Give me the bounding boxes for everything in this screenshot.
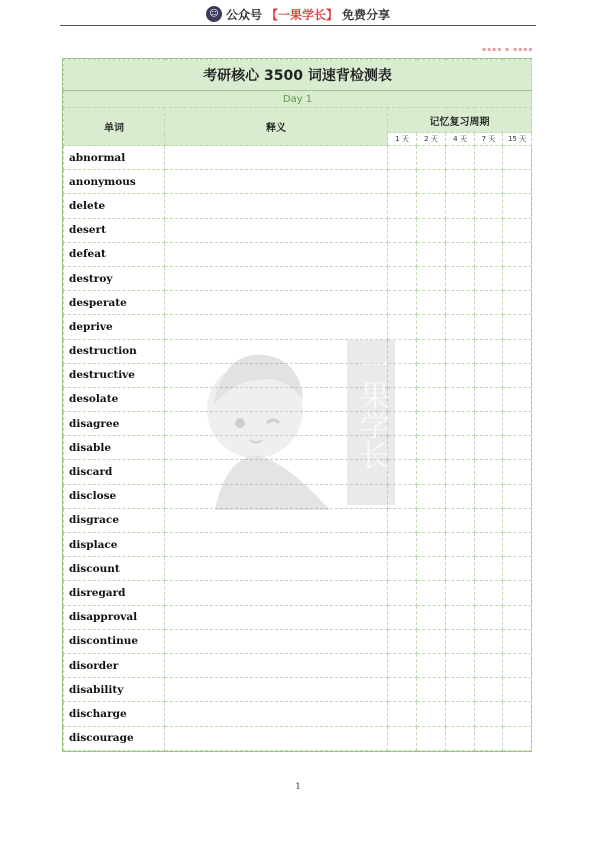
review-check-cell[interactable] <box>475 726 503 750</box>
review-check-cell[interactable] <box>388 242 417 266</box>
word-cell: disgrace <box>64 508 165 532</box>
review-check-cell[interactable] <box>417 315 446 339</box>
meaning-cell[interactable] <box>165 170 388 194</box>
review-check-cell[interactable] <box>475 315 503 339</box>
review-check-cell[interactable] <box>475 581 503 605</box>
review-check-cell[interactable] <box>446 629 475 653</box>
review-check-cell[interactable] <box>388 678 417 702</box>
review-check-cell[interactable] <box>446 581 475 605</box>
review-check-cell[interactable] <box>446 339 475 363</box>
review-check-cell[interactable] <box>388 291 417 315</box>
review-day-header: 1 天 <box>388 133 417 146</box>
review-check-cell[interactable] <box>446 146 475 170</box>
table-row <box>64 315 532 339</box>
header-suffix: 免费分享 <box>342 7 391 22</box>
review-check-cell[interactable] <box>475 533 503 557</box>
review-check-cell[interactable] <box>446 363 475 387</box>
review-check-cell[interactable] <box>475 170 503 194</box>
avatar-icon: ☺ <box>206 6 222 22</box>
review-check-cell[interactable] <box>503 291 532 315</box>
header-prefix: 公众号 <box>225 7 262 22</box>
review-check-cell[interactable] <box>417 218 446 242</box>
table-row <box>64 678 532 702</box>
review-check-cell[interactable] <box>388 436 417 460</box>
review-check-cell[interactable] <box>475 629 503 653</box>
review-check-cell[interactable] <box>417 412 446 436</box>
meaning-cell[interactable] <box>165 581 388 605</box>
review-check-cell[interactable] <box>388 387 417 411</box>
review-check-cell[interactable] <box>446 266 475 290</box>
review-check-cell[interactable] <box>388 605 417 629</box>
word-cell: discontinue <box>64 629 165 653</box>
review-check-cell[interactable] <box>388 460 417 484</box>
word-cell: discount <box>64 557 165 581</box>
meaning-cell[interactable] <box>165 291 388 315</box>
word-cell: desperate <box>64 291 165 315</box>
meaning-cell[interactable] <box>165 678 388 702</box>
corner-mark: ▪▪▪▪ ▪ ▪▪▪▪ <box>482 46 534 53</box>
review-check-cell[interactable] <box>503 242 532 266</box>
word-rows <box>64 146 532 751</box>
review-check-cell[interactable] <box>503 533 532 557</box>
review-check-cell[interactable] <box>388 315 417 339</box>
review-check-cell[interactable] <box>388 581 417 605</box>
review-check-cell[interactable] <box>417 170 446 194</box>
review-check-cell[interactable] <box>417 726 446 750</box>
review-check-cell[interactable] <box>388 170 417 194</box>
review-check-cell[interactable] <box>475 412 503 436</box>
review-check-cell[interactable] <box>417 242 446 266</box>
review-check-cell[interactable] <box>417 508 446 532</box>
review-check-cell[interactable] <box>446 678 475 702</box>
review-check-cell[interactable] <box>417 266 446 290</box>
review-check-cell[interactable] <box>446 653 475 677</box>
word-cell: discharge <box>64 702 165 726</box>
review-day-header: 2 天 <box>417 133 446 146</box>
table-row <box>64 412 532 436</box>
review-check-cell[interactable] <box>417 581 446 605</box>
review-check-cell[interactable] <box>388 266 417 290</box>
review-check-cell[interactable] <box>417 629 446 653</box>
meaning-cell[interactable] <box>165 242 388 266</box>
review-check-cell[interactable] <box>388 533 417 557</box>
review-check-cell[interactable] <box>475 291 503 315</box>
table-row <box>64 702 532 726</box>
review-check-cell[interactable] <box>503 412 532 436</box>
review-check-cell[interactable] <box>446 557 475 581</box>
review-check-cell[interactable] <box>388 484 417 508</box>
review-check-cell[interactable] <box>503 146 532 170</box>
review-check-cell[interactable] <box>503 557 532 581</box>
review-check-cell[interactable] <box>503 387 532 411</box>
table-row <box>64 363 532 387</box>
header-divider <box>60 25 536 26</box>
review-check-cell[interactable] <box>388 726 417 750</box>
review-check-cell[interactable] <box>417 484 446 508</box>
word-cell: destroy <box>64 266 165 290</box>
table-row <box>64 170 532 194</box>
word-check-table <box>62 58 532 752</box>
column-header-review: 记忆复习周期 <box>388 108 532 133</box>
review-check-cell[interactable] <box>388 629 417 653</box>
review-check-cell[interactable] <box>446 436 475 460</box>
review-check-cell[interactable] <box>446 508 475 532</box>
review-check-cell[interactable] <box>388 218 417 242</box>
review-check-cell[interactable] <box>446 315 475 339</box>
table-row <box>64 436 532 460</box>
review-check-cell[interactable] <box>475 557 503 581</box>
review-check-cell[interactable] <box>446 484 475 508</box>
page-header <box>0 4 596 24</box>
meaning-cell[interactable] <box>165 218 388 242</box>
word-cell: disability <box>64 678 165 702</box>
review-check-cell[interactable] <box>475 605 503 629</box>
word-cell: disapproval <box>64 605 165 629</box>
meaning-cell[interactable] <box>165 557 388 581</box>
table-row <box>64 557 532 581</box>
table-row <box>64 242 532 266</box>
meaning-cell[interactable] <box>165 726 388 750</box>
review-check-cell[interactable] <box>503 653 532 677</box>
review-check-cell[interactable] <box>446 194 475 218</box>
table-row <box>64 508 532 532</box>
meaning-cell[interactable] <box>165 146 388 170</box>
review-check-cell[interactable] <box>388 653 417 677</box>
review-check-cell[interactable] <box>388 508 417 532</box>
word-cell: defeat <box>64 242 165 266</box>
review-check-cell[interactable] <box>417 605 446 629</box>
review-check-cell[interactable] <box>503 218 532 242</box>
review-check-cell[interactable] <box>475 484 503 508</box>
word-cell: destructive <box>64 363 165 387</box>
review-check-cell[interactable] <box>503 194 532 218</box>
review-check-cell[interactable] <box>388 194 417 218</box>
review-check-cell[interactable] <box>446 412 475 436</box>
review-check-cell[interactable] <box>503 702 532 726</box>
review-check-cell[interactable] <box>388 412 417 436</box>
review-check-cell[interactable] <box>503 170 532 194</box>
table-row <box>64 194 532 218</box>
day-label: Day 1 <box>64 91 532 108</box>
review-check-cell[interactable] <box>475 242 503 266</box>
review-day-header: 7 天 <box>475 133 503 146</box>
word-cell: destruction <box>64 339 165 363</box>
review-check-cell[interactable] <box>475 460 503 484</box>
review-check-cell[interactable] <box>475 339 503 363</box>
table-row <box>64 460 532 484</box>
review-check-cell[interactable] <box>475 653 503 677</box>
table-row <box>64 629 532 653</box>
table-row <box>64 484 532 508</box>
table-title: 考研核心 3500 词速背检测表 <box>64 60 532 91</box>
review-check-cell[interactable] <box>475 266 503 290</box>
review-check-cell[interactable] <box>475 436 503 460</box>
review-check-cell[interactable] <box>503 726 532 750</box>
table-row <box>64 266 532 290</box>
review-check-cell[interactable] <box>475 218 503 242</box>
meaning-cell[interactable] <box>165 629 388 653</box>
word-cell: disorder <box>64 653 165 677</box>
meaning-cell[interactable] <box>165 484 388 508</box>
meaning-cell[interactable] <box>165 605 388 629</box>
review-check-cell[interactable] <box>475 702 503 726</box>
review-day-header: 15 天 <box>503 133 532 146</box>
table-row <box>64 533 532 557</box>
review-check-cell[interactable] <box>446 242 475 266</box>
word-cell: disregard <box>64 581 165 605</box>
review-check-cell[interactable] <box>446 460 475 484</box>
meaning-cell[interactable] <box>165 653 388 677</box>
table-row <box>64 291 532 315</box>
word-cell: desert <box>64 218 165 242</box>
review-check-cell[interactable] <box>417 146 446 170</box>
review-check-cell[interactable] <box>388 339 417 363</box>
review-check-cell[interactable] <box>503 436 532 460</box>
word-cell: anonymous <box>64 170 165 194</box>
review-check-cell[interactable] <box>503 678 532 702</box>
review-check-cell[interactable] <box>503 605 532 629</box>
review-check-cell[interactable] <box>475 387 503 411</box>
review-check-cell[interactable] <box>475 678 503 702</box>
review-check-cell[interactable] <box>446 387 475 411</box>
review-check-cell[interactable] <box>446 218 475 242</box>
review-check-cell[interactable] <box>503 266 532 290</box>
meaning-cell[interactable] <box>165 533 388 557</box>
table-row <box>64 581 532 605</box>
review-check-cell[interactable] <box>446 291 475 315</box>
review-check-cell[interactable] <box>475 363 503 387</box>
review-check-cell[interactable] <box>475 194 503 218</box>
review-day-header: 4 天 <box>446 133 475 146</box>
review-check-cell[interactable] <box>446 702 475 726</box>
table-row <box>64 653 532 677</box>
review-check-cell[interactable] <box>446 726 475 750</box>
review-check-cell[interactable] <box>503 460 532 484</box>
table-row <box>64 726 532 750</box>
table-row <box>64 146 532 170</box>
review-check-cell[interactable] <box>417 678 446 702</box>
column-header-meaning: 释义 <box>165 108 388 146</box>
review-check-cell[interactable] <box>417 557 446 581</box>
meaning-cell[interactable] <box>165 266 388 290</box>
page-number: 1 <box>295 782 301 791</box>
header-brand: 【一果学长】 <box>265 7 338 22</box>
table-row <box>64 218 532 242</box>
word-cell: discourage <box>64 726 165 750</box>
review-check-cell[interactable] <box>503 581 532 605</box>
word-cell: displace <box>64 533 165 557</box>
review-check-cell[interactable] <box>417 194 446 218</box>
review-check-cell[interactable] <box>503 484 532 508</box>
watermark-text-value: 一果学长 <box>354 350 389 470</box>
review-check-cell[interactable] <box>417 460 446 484</box>
watermark-text <box>351 350 391 480</box>
review-check-cell[interactable] <box>417 291 446 315</box>
column-header-word: 单词 <box>64 108 165 146</box>
meaning-cell[interactable] <box>165 315 388 339</box>
review-check-cell[interactable] <box>503 315 532 339</box>
word-cell: disagree <box>64 412 165 436</box>
review-check-cell[interactable] <box>446 170 475 194</box>
review-check-cell[interactable] <box>417 436 446 460</box>
review-check-cell[interactable] <box>388 557 417 581</box>
review-check-cell[interactable] <box>417 339 446 363</box>
review-check-cell[interactable] <box>503 363 532 387</box>
review-check-cell[interactable] <box>446 533 475 557</box>
meaning-cell[interactable] <box>165 702 388 726</box>
table-row <box>64 387 532 411</box>
review-check-cell[interactable] <box>417 653 446 677</box>
word-cell: discard <box>64 460 165 484</box>
review-check-cell[interactable] <box>503 629 532 653</box>
review-check-cell[interactable] <box>503 508 532 532</box>
review-check-cell[interactable] <box>417 533 446 557</box>
review-check-cell[interactable] <box>503 339 532 363</box>
review-check-cell[interactable] <box>417 363 446 387</box>
review-check-cell[interactable] <box>417 387 446 411</box>
review-check-cell[interactable] <box>475 508 503 532</box>
table-row <box>64 605 532 629</box>
review-check-cell[interactable] <box>388 363 417 387</box>
meaning-cell[interactable] <box>165 508 388 532</box>
review-check-cell[interactable] <box>388 702 417 726</box>
word-cell: disclose <box>64 484 165 508</box>
word-cell: desolate <box>64 387 165 411</box>
review-check-cell[interactable] <box>417 702 446 726</box>
review-check-cell[interactable] <box>475 146 503 170</box>
word-cell: disable <box>64 436 165 460</box>
meaning-cell[interactable] <box>165 194 388 218</box>
review-check-cell[interactable] <box>446 605 475 629</box>
word-cell: deprive <box>64 315 165 339</box>
review-check-cell[interactable] <box>388 146 417 170</box>
word-cell: abnormal <box>64 146 165 170</box>
word-cell: delete <box>64 194 165 218</box>
table-row <box>64 339 532 363</box>
